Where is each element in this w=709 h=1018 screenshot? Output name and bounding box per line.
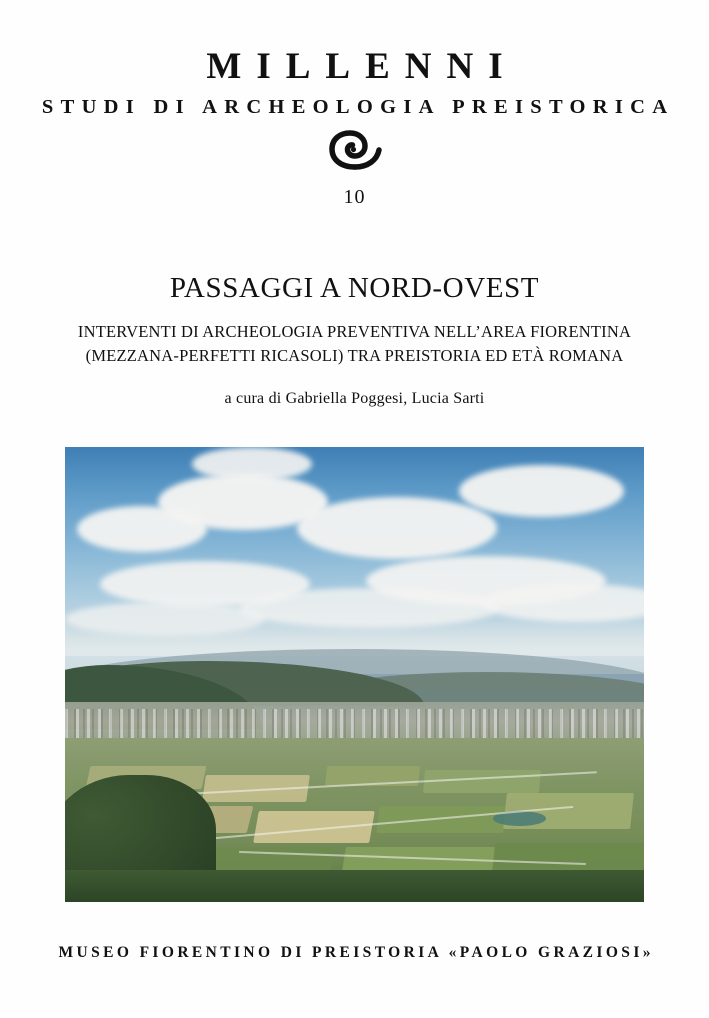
field	[423, 770, 541, 793]
field	[376, 806, 507, 833]
title-block	[0, 272, 709, 408]
field	[253, 811, 374, 843]
cloud	[192, 447, 312, 481]
editors-credit: a cura di Gabriella Poggesi, Lucia Sarti	[224, 390, 485, 408]
cloud	[459, 465, 624, 517]
subtitle-line-1: INTERVENTI DI ARCHEOLOGIA PREVENTIVA NELL’AREA FIORENTINA	[77, 322, 632, 342]
volume-number: 10	[343, 186, 366, 208]
subtitle-line-2: (MEZZANA-PERFETTI RICASOLI) TRA PREISTORIA ED ETÀ ROMANA	[85, 346, 624, 366]
main-title: PASSAGGI A NORD-OVEST	[169, 272, 540, 304]
subtitle	[0, 320, 709, 368]
series-subtitle: STUDI DI ARCHEOLOGIA PREISTORICA	[41, 95, 675, 118]
cloud	[482, 584, 644, 622]
spiral-logo-icon	[0, 128, 709, 174]
woodland-foreground	[65, 870, 644, 902]
cloud	[297, 497, 497, 559]
publisher-name: MUSEO FIORENTINO DI PREISTORIA «PAOLO GRAZIOSI»	[58, 944, 654, 961]
cover-photograph	[65, 447, 644, 902]
series-header	[0, 48, 709, 119]
series-title: MILLENNI	[206, 46, 518, 87]
